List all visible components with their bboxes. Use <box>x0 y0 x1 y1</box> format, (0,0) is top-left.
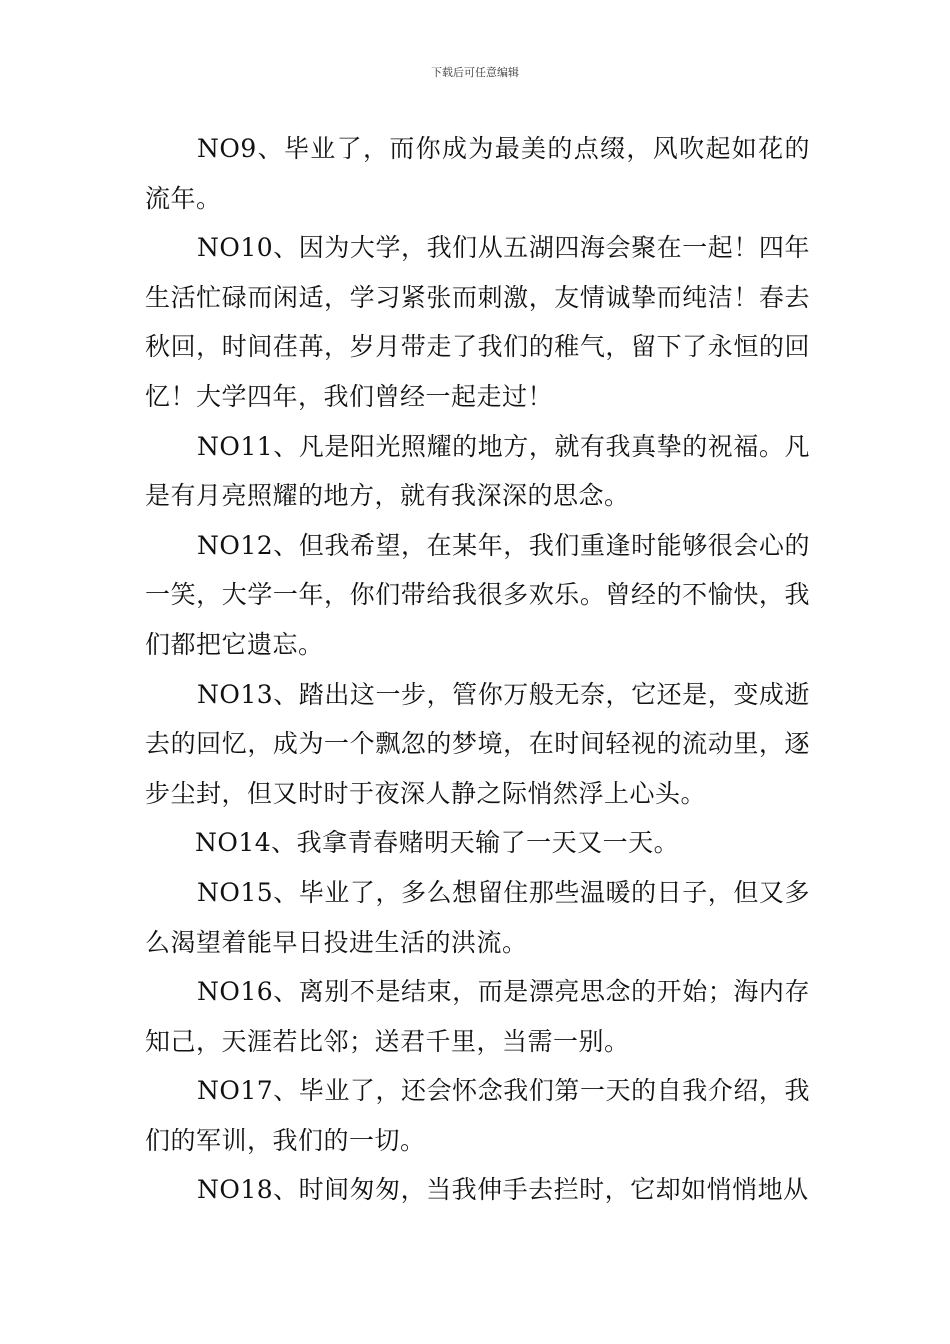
paragraph-no14: NO14、我拿青春赌明天输了一天又一天。 <box>195 828 680 858</box>
paragraph-no16: NO16、离别不是结束，而是漂亮思念的开始；海内存知己，天涯若比邻；送君千里，当需一别。 <box>145 977 810 1056</box>
paragraph-no11: NO11、凡是阳光照耀的地方，就有我真挚的祝福。凡是有月亮照耀的地方，就有我深深的思念。 <box>145 431 810 511</box>
document-body <box>145 124 810 1215</box>
paragraph-no17: NO17、毕业了，还会怀念我们第一天的自我介绍，我们的军训，我们的一切。 <box>145 1076 810 1155</box>
paragraph-no15: NO15、毕业了，多么想留住那些温暖的日子，但又多么渴望着能早日投进生活的洪流。 <box>145 877 810 957</box>
paragraph-no12: NO12、但我希望，在某年，我们重逢时能够很会心的一笑，大学一年，你们带给我很多欢乐。曾经的不愉快，我们都把它遗忘。 <box>145 530 810 659</box>
paragraph-no10: NO10、因为大学，我们从五湖四海会聚在一起！四年生活忙碌而闲适，学习紧张而刺激，友情诚挚而纯洁！春去秋回，时间荏苒，岁月带走了我们的稚气，留下了永恒的回忆！大学四年，我们曾经一起走过！ <box>145 233 810 411</box>
paragraph-no9: NO9、毕业了，而你成为最美的点缀，风吹起如花的流年。 <box>145 134 810 213</box>
page-header: 下载后可任意编辑 <box>431 66 519 79</box>
paragraph-no18: NO18、时间匆匆，当我伸手去拦时，它却如悄悄地从 <box>197 1175 809 1205</box>
paragraph-no13: NO13、踏出这一步，管你万般无奈，它还是，变成逝去的回忆，成为一个飘忽的梦境，在时间轻视的流动里，逐步尘封，但又时时于夜深人静之际悄然浮上心头。 <box>145 679 810 808</box>
